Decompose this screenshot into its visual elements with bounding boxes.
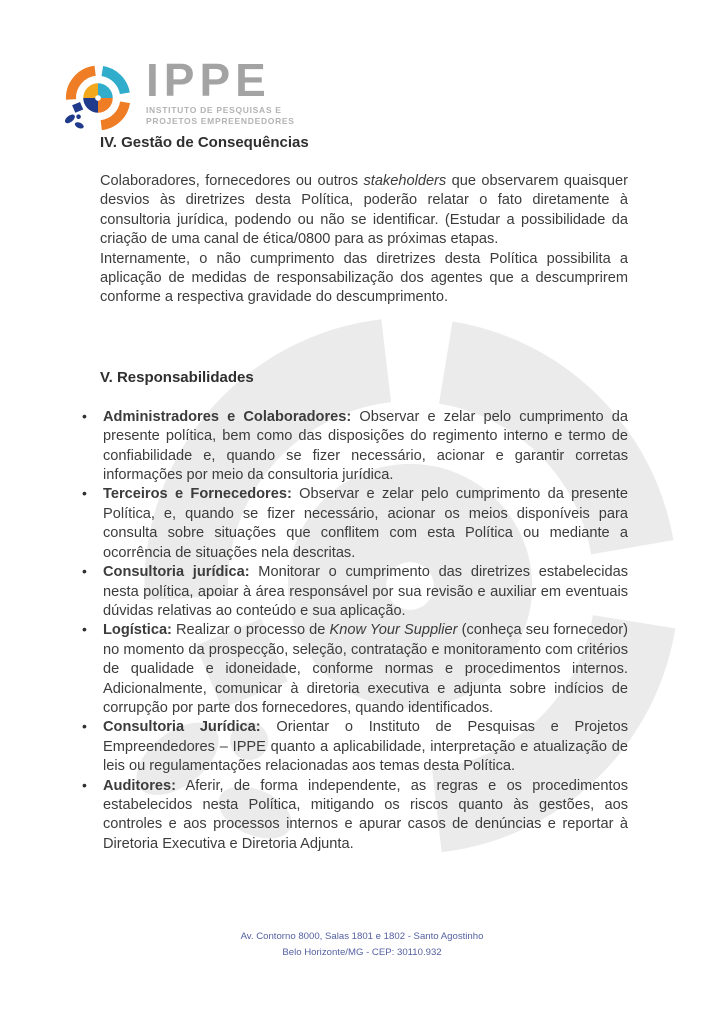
list-item-text: Administradores e Colaboradores: Observar e zelar pelo cumprimento da presente política, bem como das disposições do regimento interno e termo de confiabilidade e, quando se fizer necessário, acionar e garantir corretas informações por meio da consultoria jurídica. — [103, 408, 628, 484]
logo-text — [146, 54, 295, 127]
responsibilities-list — [82, 407, 629, 854]
ippe-logo — [62, 54, 295, 134]
footer-address-line1: Av. Contorno 8000, Salas 1801 e 1802 - Santo Agostinho — [240, 931, 484, 942]
list-item — [82, 621, 629, 718]
logo-subtitle-line1: INSTITUTO DE PESQUISAS E — [146, 105, 282, 115]
list-item-text: Consultoria jurídica: Monitorar o cumprimento das diretrizes estabelecidas nesta política, apoiar à área responsável por sua revisão e auxiliar em eventuais dúvidas relativas ao conteúdo e sua aplicação. — [103, 564, 628, 619]
list-item-text: Consultoria Jurídica: Orientar o Instituto de Pesquisas e Projetos Empreendedores – IPPE quanto a aplicabilidade, interpretação e atualização de leis ou regulamentações relacionadas aos temas desta Política. — [103, 719, 628, 775]
logo-subtitle — [146, 105, 295, 127]
bullet-icon: • — [82, 718, 87, 735]
bullet-icon: • — [82, 407, 87, 424]
document-content — [82, 133, 629, 854]
list-item — [82, 776, 628, 855]
list-item-text: Terceiros e Fornecedores: Observar e zelar pelo cumprimento da presente Política, e, quando se fizer necessário, acionar os meios disponíveis para consulta sobre situações que conflitem com esta Política ou mediante a ocorrência de situações nela descritas. — [103, 486, 628, 561]
list-item-text: Logística: Realizar o processo de Know Your Supplier (conheça seu fornecedor) no momento da prospecção, seleção, contratação e monitoramento com critérios de qualidade e idoneidade, conforme normas e procedimentos internos. Adicionalmente, comunicar à diretoria executiva e adjunta sobre indícios de corrupção por parte dos fornecedores, quando identificados. — [103, 622, 629, 716]
footer-address-line2: Belo Horizonte/MG - CEP: 30110.932 — [282, 946, 442, 958]
section-heading-responsabilidades: V. Responsabilidades — [100, 368, 254, 386]
list-item — [82, 407, 628, 486]
logo-subtitle-line2: PROJETOS EMPREENDEDORES — [146, 116, 295, 126]
section-heading-consequencias: IV. Gestão de Consequências — [100, 134, 309, 151]
bullet-icon: • — [82, 563, 87, 580]
paragraph-consequencias-2: Internamente, o não cumprimento das diretrizes desta Política possibilita a aplicação de medidas de responsabilização dos agentes que a descumprirem conforme a respectiva gravidade do descumprimento. — [100, 250, 628, 306]
paragraph-consequencias-1: Colaboradores, fornecedores ou outros stakeholders que observarem quaisquer desvios às diretrizes desta Política, poderão relatar o fato diretamente à consultoria jurídica, podendo ou não se identificar. (Estudar a possibilidade da criação de uma canal de ética/0800 para as próximas etapas. — [100, 173, 628, 248]
list-item-text: Auditores: Aferir, de forma independente, as regras e os procedimentos estabelecidos nesta Política, mitigando os riscos quanto às gestões, aos controles e aos processos internos e apurar casos de denúncias e reportar à Diretoria Executiva e Diretoria Adjunta. — [103, 777, 628, 852]
footer-address — [0, 929, 724, 960]
list-item — [82, 718, 628, 776]
ippe-logo-icon — [62, 62, 134, 134]
bullet-icon: • — [82, 621, 87, 638]
bullet-icon: • — [82, 485, 87, 502]
logo-acronym: IPPE — [146, 54, 271, 106]
bullet-icon: • — [82, 776, 87, 793]
list-item — [82, 563, 628, 621]
list-item — [82, 485, 628, 563]
